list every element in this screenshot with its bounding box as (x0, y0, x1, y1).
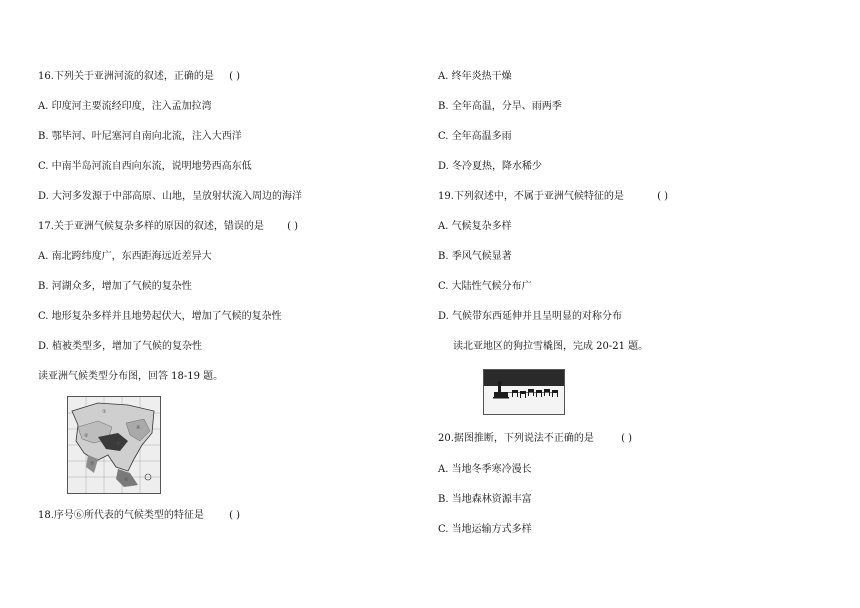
option-16-d: D. 大河多发源于中部高原、山地，呈放射状流入周边的海洋 (38, 191, 303, 202)
option-20-a: A. 当地冬季寒冷漫长 (438, 464, 532, 475)
option-18-c: C. 全年高温多雨 (438, 131, 512, 142)
option-18-d: D. 冬冷夏热，降水稀少 (438, 161, 543, 172)
option-20-b: B. 当地森林资源丰富 (438, 494, 532, 505)
option-19-d: D. 气候带东西延伸并且呈明显的对称分布 (438, 311, 623, 322)
option-20-c: C. 当地运输方式多样 (438, 524, 532, 535)
svg-text:①: ① (102, 409, 107, 415)
question-16-stem (38, 71, 240, 83)
svg-text:⑥: ⑥ (124, 477, 129, 483)
answer-blank: ( ) (229, 71, 241, 82)
asia-climate-map (67, 396, 161, 494)
option-19-a: A. 气候复杂多样 (438, 221, 512, 232)
dog-sled-photo (483, 369, 565, 415)
svg-text:②: ② (84, 433, 89, 439)
asia-climate-map-icon (68, 397, 160, 493)
svg-text:⑤: ⑤ (90, 461, 95, 467)
question-20-stem (438, 433, 632, 445)
option-16-c: C. 中南半岛河流自西向东流，说明地势西高东低 (38, 161, 252, 172)
question-19-text: 19.下列叙述中，不属于亚洲气候特征的是 (438, 191, 624, 202)
option-19-b: B. 季风气候显著 (438, 251, 512, 262)
question-18-stem (38, 510, 240, 522)
svg-text:③: ③ (116, 441, 121, 447)
answer-blank: ( ) (287, 221, 299, 232)
intro-18-19: 读亚洲气候类型分布图，回答 18-19 题。 (38, 371, 224, 382)
option-17-b: B. 河湖众多，增加了气候的复杂性 (38, 281, 192, 292)
question-18-text: 18.序号⑥所代表的气候类型的特征是 (38, 510, 204, 521)
option-16-b: B. 鄂毕河、叶尼塞河自南向北流，注入大西洋 (38, 131, 242, 142)
answer-blank: ( ) (621, 433, 633, 444)
intro-20-21: 读北亚地区的狗拉雪橇图，完成 20-21 题。 (453, 341, 649, 352)
answer-blank: ( ) (657, 191, 669, 202)
option-18-a: A. 终年炎热干燥 (438, 71, 512, 82)
question-20-text: 20.据图推断，下列说法不正确的是 (438, 433, 594, 444)
option-18-b: B. 全年高温，分旱、雨两季 (438, 101, 562, 112)
question-19-stem (438, 191, 668, 203)
option-16-a: A. 印度河主要流经印度，注入孟加拉湾 (38, 101, 212, 112)
option-19-c: C. 大陆性气候分布广 (438, 281, 532, 292)
option-17-c: C. 地形复杂多样并且地势起伏大，增加了气候的复杂性 (38, 311, 282, 322)
dog-sled-photo-icon (484, 370, 564, 414)
question-16-text: 16.下列关于亚洲河流的叙述，正确的是 (38, 71, 214, 82)
question-17-stem (38, 221, 298, 233)
answer-blank: ( ) (229, 510, 241, 521)
option-17-a: A. 南北跨纬度广，东西距海远近差异大 (38, 251, 212, 262)
question-17-text: 17.关于亚洲气候复杂多样的原因的叙述，错误的是 (38, 221, 264, 232)
option-17-d: D. 植被类型多，增加了气候的复杂性 (38, 341, 203, 352)
svg-text:④: ④ (136, 425, 141, 431)
